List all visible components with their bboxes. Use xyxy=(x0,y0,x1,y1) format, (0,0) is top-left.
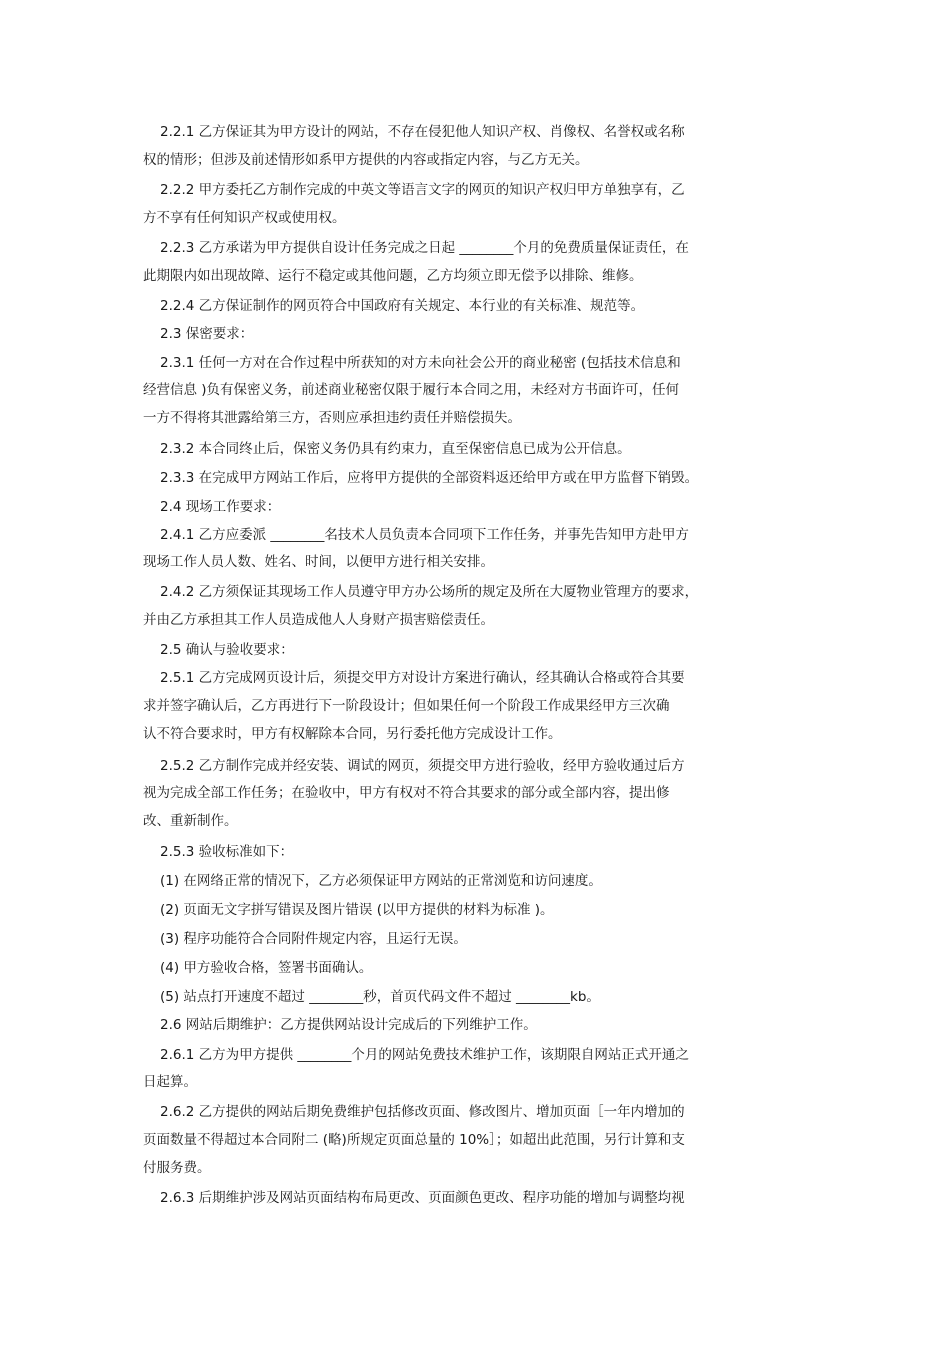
paragraph-line: 2.3.3 在完成甲方网站工作后，应将甲方提供的全部资料返还给甲方或在甲方监督下销毁。 xyxy=(160,470,699,486)
paragraph-line: 认不符合要求时，甲方有权解除本合同，另行委托他方完成设计工作。 xyxy=(143,726,562,742)
paragraph-line: 2.3.1 任何一方对在合作过程中所获知的对方未向社会公开的商业秘密 (包括技术信息和 xyxy=(160,355,681,371)
paragraph-line: 日起算。 xyxy=(143,1074,197,1090)
paragraph-line: 一方不得将其泄露给第三方，否则应承担违约责任并赔偿损失。 xyxy=(143,410,521,426)
paragraph-line: 2.6.3 后期维护涉及网站页面结构布局更改、页面颜色更改、程序功能的增加与调整均视 xyxy=(160,1190,685,1206)
list-item: (1) 在网络正常的情况下，乙方必须保证甲方网站的正常浏览和访问速度。 xyxy=(160,873,602,889)
list-item: (3) 程序功能符合合同附件规定内容，且运行无误。 xyxy=(160,931,467,947)
paragraph-line: 现场工作人员人数、姓名、时间，以便甲方进行相关安排。 xyxy=(143,554,494,570)
paragraph-line: 2.2.2 甲方委托乙方制作完成的中英文等语言文字的网页的知识产权归甲方单独享有，乙 xyxy=(160,182,685,198)
paragraph-line: 页面数量不得超过本合同附二 (略)所规定页面总量的 10%］；如超出此范围，另行计算和支 xyxy=(143,1132,685,1148)
paragraph-line: 2.2.1 乙方保证其为甲方设计的网站，不存在侵犯他人知识产权、肖像权、名誉权或名称 xyxy=(160,124,685,140)
paragraph-line: 此期限内如出现故障、运行不稳定或其他问题，乙方均须立即无偿予以排除、维修。 xyxy=(143,268,643,284)
list-item: (2) 页面无文字拼写错误及图片错误 (以甲方提供的材料为标准 )。 xyxy=(160,902,554,918)
paragraph-line: 并由乙方承担其工作人员造成他人人身财产损害赔偿责任。 xyxy=(143,612,494,628)
paragraph-line: 经营信息 )负有保密义务，前述商业秘密仅限于履行本合同之用，未经对方书面许可，任何 xyxy=(143,382,680,398)
section-heading: 2.4 现场工作要求： xyxy=(160,499,281,515)
paragraph-line: 方不享有任何知识产权或使用权。 xyxy=(143,210,346,226)
paragraph-line: 改、重新制作。 xyxy=(143,813,238,829)
paragraph-line: 2.2.4 乙方保证制作的网页符合中国政府有关规定、本行业的有关标准、规范等。 xyxy=(160,298,645,314)
paragraph-line: 权的情形；但涉及前述情形如系甲方提供的内容或指定内容，与乙方无关。 xyxy=(143,152,589,168)
paragraph-line: 2.5.3 验收标准如下： xyxy=(160,844,294,860)
paragraph-line: 2.3.2 本合同终止后，保密义务仍具有约束力，直至保密信息已成为公开信息。 xyxy=(160,441,631,457)
section-heading: 2.6 网站后期维护：乙方提供网站设计完成后的下列维护工作。 xyxy=(160,1017,537,1033)
paragraph-line: 付服务费。 xyxy=(143,1160,211,1176)
section-heading: 2.5 确认与验收要求： xyxy=(160,642,294,658)
paragraph-line: 2.4.1 乙方应委派 ________名技术人员负责本合同项下工作任务，并事先告知甲方赴甲方 xyxy=(160,527,689,543)
paragraph-line: 2.5.1 乙方完成网页设计后，须提交甲方对设计方案进行确认，经其确认合格或符合其要 xyxy=(160,670,685,686)
paragraph-line: 2.6.1 乙方为甲方提供 ________个月的网站免费技术维护工作，该期限自网站正式开通之 xyxy=(160,1047,689,1063)
list-item: (5) 站点打开速度不超过 ________秒，首页代码文件不超过 ________kb。 xyxy=(160,989,600,1005)
paragraph-line: 2.6.2 乙方提供的网站后期免费维护包括修改页面、修改图片、增加页面［一年内增加的 xyxy=(160,1104,685,1120)
paragraph-line: 求并签字确认后，乙方再进行下一阶段设计；但如果任何一个阶段工作成果经甲方三次确 xyxy=(143,698,670,714)
paragraph-line: 视为完成全部工作任务；在验收中，甲方有权对不符合其要求的部分或全部内容，提出修 xyxy=(143,785,670,801)
list-item: (4) 甲方验收合格，签署书面确认。 xyxy=(160,960,373,976)
paragraph-line: 2.2.3 乙方承诺为甲方提供自设计任务完成之日起 ________个月的免费质量保证责任，在 xyxy=(160,240,689,256)
paragraph-line: 2.4.2 乙方须保证其现场工作人员遵守甲方办公场所的规定及所在大厦物业管理方的要求， xyxy=(160,584,699,600)
paragraph-line: 2.5.2 乙方制作完成并经安装、调试的网页，须提交甲方进行验收，经甲方验收通过后方 xyxy=(160,758,685,774)
section-heading: 2.3 保密要求： xyxy=(160,326,254,342)
